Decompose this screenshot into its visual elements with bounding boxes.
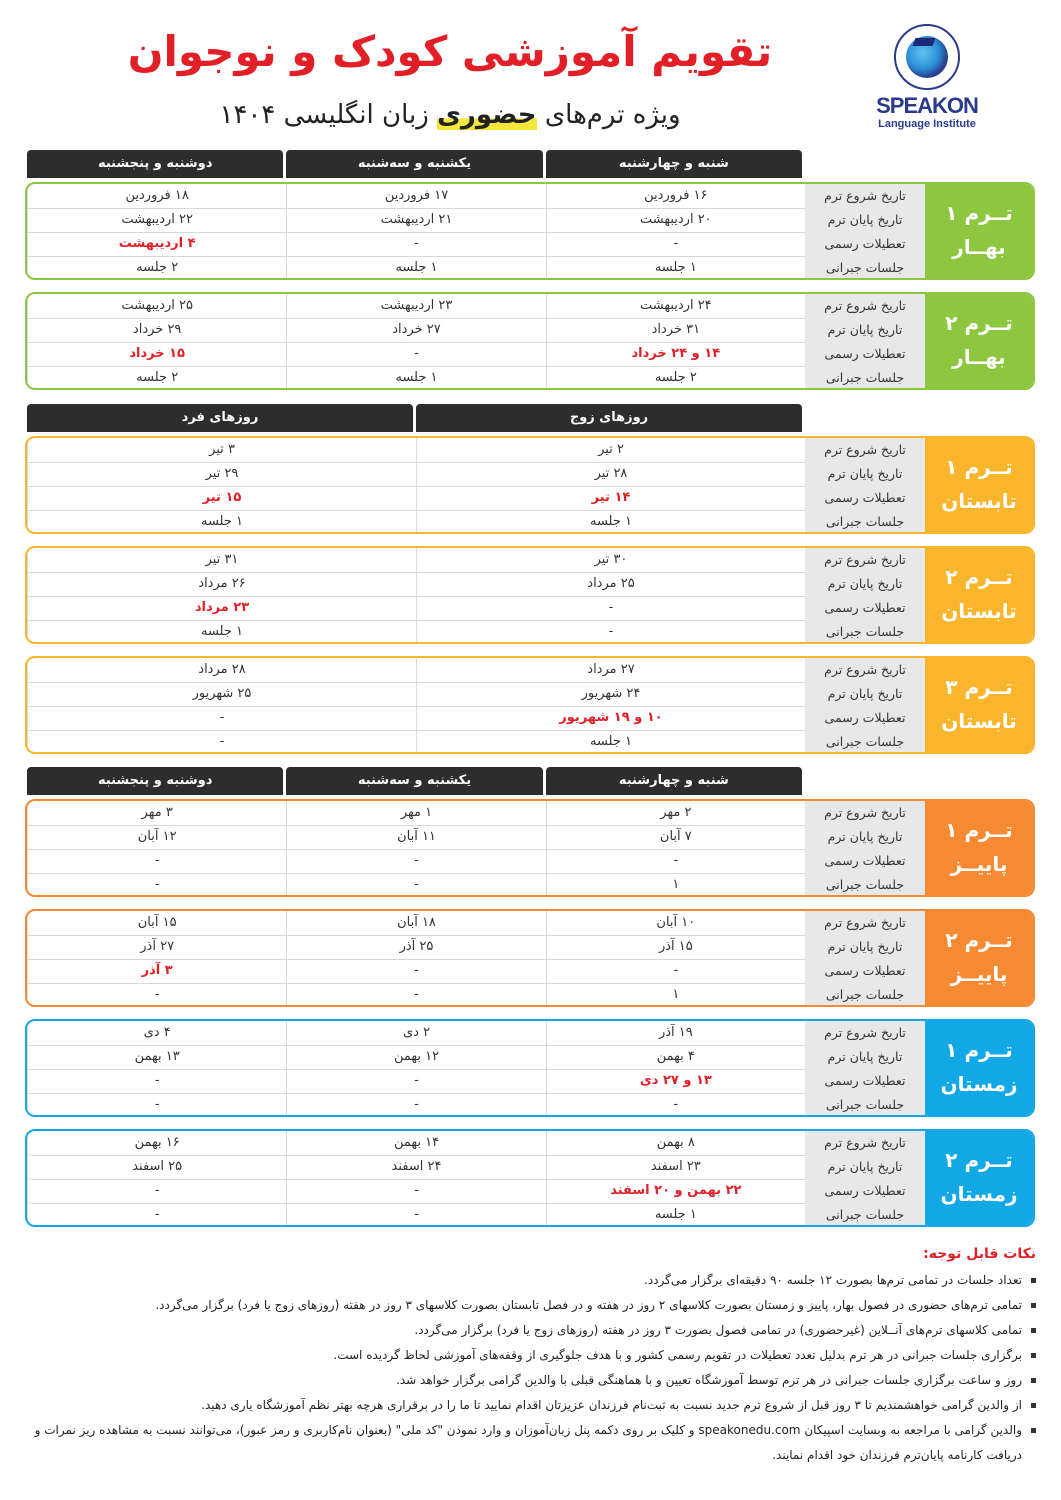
table-cell: ۲۹ تیر (27, 462, 416, 486)
term-block (25, 1019, 1035, 1117)
table-row (27, 256, 925, 280)
row-label: تعطیلات رسمی (805, 486, 925, 510)
table-cell: - (286, 232, 545, 256)
table-cell: ۲ دی (286, 1021, 545, 1045)
table-cell: - (27, 730, 416, 754)
note-text: برگزاری جلسات جبرانی در هر ترم بدلیل تعدد تعطیلات در تقویم رسمی کشور و با هدف جلوگیری از وقفه‌های آموزشی لحاظ گردیده است. (333, 1348, 1022, 1362)
row-label: تاریخ پایان ترم (805, 682, 925, 706)
row-label: تعطیلات رسمی (805, 596, 925, 620)
table-cell: ۲۷ مرداد (416, 658, 805, 682)
notes-section (30, 1244, 1036, 1468)
row-label: تاریخ پایان ترم (805, 935, 925, 959)
table-cell: ۳ آذر (27, 959, 286, 983)
note-item (30, 1418, 1036, 1468)
table-cell: ۲ جلسه (27, 366, 286, 390)
logo-subtitle: Language Institute (878, 118, 976, 130)
term-label (925, 1131, 1033, 1225)
table-cell: ۱ جلسه (546, 256, 805, 280)
term-label (925, 438, 1033, 532)
table-row (27, 730, 925, 754)
table-cell: - (286, 983, 545, 1007)
table-cell: ۲۷ خرداد (286, 318, 545, 342)
subtitle-suffix: زبان انگلیسی ۱۴۰۴ (219, 100, 429, 130)
note-text: تمامی ترم‌های حضوری در فصول بهار، پاییز و زمستان بصورت کلاسهای ۲ روز در هفته و در فصل تابستان بصورت کلاسهای ۳ روز در هفته (روزهای زوج یا فرد) برگزار می‌گردد. (155, 1298, 1022, 1312)
row-label: جلسات جبرانی (805, 366, 925, 390)
table-cell: ۲۵ آذر (286, 935, 545, 959)
column-header: روزهای زوج (416, 404, 802, 432)
table-cell: - (27, 849, 286, 873)
notes-title: نکات قابل توجه: (923, 1246, 1036, 1262)
column-header-row (25, 767, 805, 795)
table-cell: ۲ مهر (546, 801, 805, 825)
table-row (27, 682, 925, 707)
term-number: تــرم ۲ (945, 1148, 1013, 1172)
table-cell: ۱۲ آبان (27, 825, 286, 849)
table-cell: - (416, 596, 805, 620)
term-block (25, 1129, 1035, 1227)
table-cell: - (286, 1069, 545, 1093)
table-cell: - (27, 1179, 286, 1203)
table-cell: ۲۳ اردیبهشت (286, 294, 545, 318)
table-cell: ۱۳ بهمن (27, 1045, 286, 1069)
table-cell: ۲۴ اردیبهشت (546, 294, 805, 318)
table-cell: - (27, 873, 286, 897)
table-row (27, 232, 925, 257)
table-row (27, 935, 925, 960)
note-text: از والدین گرامی خواهشمندیم تا ۳ روز قبل از شروع ترم جدید نسبت به ثبت‌نام فرزندان عزیزتان اقدام نمایید تا ما را در برقراری هرچه بهتر نظم آموزشگاه یاری دهید. (201, 1398, 1022, 1412)
table-cell: ۲ جلسه (546, 366, 805, 390)
note-item (30, 1368, 1036, 1393)
note-item (30, 1393, 1036, 1418)
term-season: تابستان (941, 489, 1017, 513)
table-cell: - (286, 849, 545, 873)
subtitle-highlight: حضوری (437, 100, 537, 130)
row-label: تاریخ پایان ترم (805, 825, 925, 849)
row-label: تاریخ پایان ترم (805, 572, 925, 596)
table-cell: - (416, 620, 805, 644)
row-label: تاریخ شروع ترم (805, 801, 925, 825)
bullet-icon (1031, 1353, 1036, 1358)
table-cell: ۲۵ اردیبهشت (27, 294, 286, 318)
table-row (27, 873, 925, 897)
row-label: جلسات جبرانی (805, 620, 925, 644)
term-block (25, 909, 1035, 1007)
subtitle-prefix: ویژه ترم‌های (544, 100, 681, 130)
table-row (27, 184, 925, 209)
table-cell: - (546, 1093, 805, 1117)
table-row (27, 1093, 925, 1117)
row-label: تاریخ شروع ترم (805, 1131, 925, 1155)
table-cell: - (286, 1093, 545, 1117)
term-number: تــرم ۲ (945, 565, 1013, 589)
note-item (30, 1343, 1036, 1368)
table-cell: ۱۴ تیر (416, 486, 805, 510)
table-cell: ۲۴ شهریور (416, 682, 805, 706)
table-cell: ۲ تیر (416, 438, 805, 462)
table-cell: ۲۵ اسفند (27, 1155, 286, 1179)
table-cell: ۲۳ مرداد (27, 596, 416, 620)
table-row (27, 1179, 925, 1204)
term-label (925, 911, 1033, 1005)
table-cell: ۲۵ شهریور (27, 682, 416, 706)
table-cell: ۸ بهمن (546, 1131, 805, 1155)
table-row (27, 706, 925, 731)
logo-name: SPEAKON (876, 93, 978, 118)
table-row (27, 658, 925, 683)
table-cell: - (286, 342, 545, 366)
table-cell: ۲۳ اسفند (546, 1155, 805, 1179)
table-row (27, 596, 925, 621)
table-row (27, 510, 925, 534)
bullet-icon (1031, 1403, 1036, 1408)
table-row (27, 825, 925, 850)
table-row (27, 366, 925, 390)
table-cell: - (27, 1203, 286, 1227)
table-row (27, 1203, 925, 1227)
table-cell: ۱۰ آبان (546, 911, 805, 935)
term-season: پاییــز (950, 852, 1008, 876)
table-row (27, 959, 925, 984)
table-row (27, 1045, 925, 1070)
note-text: تعداد جلسات در تمامی ترم‌ها بصورت ۱۲ جلسه ۹۰ دقیقه‌ای برگزار می‌گردد. (644, 1273, 1022, 1287)
bullet-icon (1031, 1328, 1036, 1333)
note-item (30, 1318, 1036, 1343)
term-label (925, 658, 1033, 752)
row-label: تاریخ پایان ترم (805, 1045, 925, 1069)
term-number: تــرم ۱ (945, 818, 1013, 842)
table-cell: ۲۲ اردیبهشت (27, 208, 286, 232)
table-cell: - (546, 959, 805, 983)
row-label: تاریخ پایان ترم (805, 1155, 925, 1179)
note-item (30, 1268, 1036, 1293)
table-cell: ۲۵ مرداد (416, 572, 805, 596)
table-cell: ۲۰ اردیبهشت (546, 208, 805, 232)
term-season: زمستان (940, 1182, 1018, 1206)
table-row (27, 849, 925, 874)
table-row (27, 486, 925, 511)
row-label: جلسات جبرانی (805, 1093, 925, 1117)
table-row (27, 1131, 925, 1156)
bullet-icon (1031, 1378, 1036, 1383)
term-number: تــرم ۲ (945, 311, 1013, 335)
table-row (27, 318, 925, 343)
table-cell: ۲ جلسه (27, 256, 286, 280)
term-label (925, 184, 1033, 278)
speakon-logo (868, 24, 986, 136)
table-cell: - (286, 873, 545, 897)
term-block (25, 656, 1035, 754)
notes-list (30, 1268, 1036, 1468)
column-header: یکشنبه و سه‌شنبه (286, 767, 542, 795)
table-cell: - (286, 1179, 545, 1203)
table-cell: ۱۵ آبان (27, 911, 286, 935)
term-label (925, 294, 1033, 388)
row-label: تاریخ شروع ترم (805, 438, 925, 462)
table-row (27, 1155, 925, 1180)
table-cell: ۱ مهر (286, 801, 545, 825)
table-cell: ۱ جلسه (27, 620, 416, 644)
bullet-icon (1031, 1278, 1036, 1283)
row-label: تاریخ پایان ترم (805, 318, 925, 342)
table-cell: ۱ جلسه (27, 510, 416, 534)
row-label: تعطیلات رسمی (805, 232, 925, 256)
table-cell: ۱۱ آبان (286, 825, 545, 849)
term-number: تــرم ۱ (945, 201, 1013, 225)
column-header: دوشنبه و پنجشنبه (27, 150, 283, 178)
term-block (25, 292, 1035, 390)
note-item (30, 1293, 1036, 1318)
row-label: جلسات جبرانی (805, 510, 925, 534)
term-season: تابستان (941, 599, 1017, 623)
table-cell: ۳۱ خرداد (546, 318, 805, 342)
table-cell: ۴ دی (27, 1021, 286, 1045)
table-cell: ۱۲ بهمن (286, 1045, 545, 1069)
note-text: روز و ساعت برگزاری جلسات جبرانی در هر ترم توسط آموزشگاه تعیین و با هماهنگی قبلی با والدین گرامی برگزار خواهد شد. (396, 1373, 1022, 1387)
table-cell: ۱۳ و ۲۷ دی (546, 1069, 805, 1093)
term-number: تــرم ۳ (945, 675, 1013, 699)
term-season: بهــار (952, 345, 1006, 369)
term-number: تــرم ۱ (945, 1038, 1013, 1062)
table-cell: ۲۷ آذر (27, 935, 286, 959)
column-header: دوشنبه و پنجشنبه (27, 767, 283, 795)
table-row (27, 462, 925, 487)
table-cell: ۱ جلسه (416, 510, 805, 534)
term-season: زمستان (940, 1072, 1018, 1096)
term-label (925, 548, 1033, 642)
logo-emblem-icon (894, 24, 960, 90)
table-cell: ۲۸ مرداد (27, 658, 416, 682)
table-row (27, 911, 925, 936)
table-cell: ۴ اردیبهشت (27, 232, 286, 256)
term-label (925, 1021, 1033, 1115)
table-cell: - (27, 1093, 286, 1117)
row-label: تاریخ شروع ترم (805, 548, 925, 572)
row-label: تعطیلات رسمی (805, 342, 925, 366)
term-number: تــرم ۱ (945, 455, 1013, 479)
table-cell: ۳۰ تیر (416, 548, 805, 572)
table-row (27, 572, 925, 597)
table-cell: ۲۱ اردیبهشت (286, 208, 545, 232)
table-cell: ۱ جلسه (286, 256, 545, 280)
table-row (27, 1021, 925, 1046)
row-label: تعطیلات رسمی (805, 706, 925, 730)
table-cell: - (286, 1203, 545, 1227)
row-label: تعطیلات رسمی (805, 1179, 925, 1203)
table-cell: ۳۱ تیر (27, 548, 416, 572)
column-header: شنبه و چهارشنبه (546, 150, 802, 178)
page-subtitle (120, 95, 780, 135)
table-cell: - (546, 232, 805, 256)
table-cell: ۱۵ خرداد (27, 342, 286, 366)
term-season: پاییــز (950, 962, 1008, 986)
row-label: جلسات جبرانی (805, 730, 925, 754)
table-cell: ۲۸ تیر (416, 462, 805, 486)
column-header-row (25, 150, 805, 178)
note-text: والدین گرامی با مراجعه به وبسایت اسپیکان speakonedu.com و کلیک بر روی دکمه پنل زبان‌آموزان و وارد نمودن "کد ملی" (بعنوان نام‌کاربری و رمز عبور)، می‌توانند نسبت به مشاهده ریز نمرات و دریافت کارنامه پایان‌ترم فرزندان خود اقدام نمایند. (34, 1423, 1022, 1462)
table-cell: ۴ بهمن (546, 1045, 805, 1069)
table-row (27, 294, 925, 319)
table-cell: ۳ مهر (27, 801, 286, 825)
table-row (27, 548, 925, 573)
column-header: شنبه و چهارشنبه (546, 767, 802, 795)
row-label: جلسات جبرانی (805, 1203, 925, 1227)
term-label (925, 801, 1033, 895)
term-block (25, 182, 1035, 280)
table-cell: ۱ (546, 983, 805, 1007)
table-cell: ۷ آبان (546, 825, 805, 849)
table-cell: ۱۵ تیر (27, 486, 416, 510)
table-cell: ۱۸ آبان (286, 911, 545, 935)
row-label: تاریخ پایان ترم (805, 462, 925, 486)
table-row (27, 208, 925, 233)
row-label: تاریخ شروع ترم (805, 911, 925, 935)
row-label: تاریخ شروع ترم (805, 658, 925, 682)
table-cell: ۱۵ آذر (546, 935, 805, 959)
column-header: یکشنبه و سه‌شنبه (286, 150, 542, 178)
table-cell: - (286, 959, 545, 983)
row-label: تعطیلات رسمی (805, 849, 925, 873)
table-cell: - (27, 1069, 286, 1093)
table-cell: - (27, 983, 286, 1007)
table-cell: ۱ (546, 873, 805, 897)
graduation-cap-icon (913, 38, 936, 46)
table-cell: ۱۹ آذر (546, 1021, 805, 1045)
table-cell: ۱۴ بهمن (286, 1131, 545, 1155)
column-header: روزهای فرد (27, 404, 413, 432)
table-cell: ۱۸ فروردین (27, 184, 286, 208)
table-cell: ۱۴ و ۲۴ خرداد (546, 342, 805, 366)
table-row (27, 983, 925, 1007)
note-text: تمامی کلاسهای ترم‌های آنــلاین (غیرحضوری) در تمامی فصول بصورت ۳ روز در هفته (روزهای زوج یا فرد) برگزار می‌گردد. (414, 1323, 1022, 1337)
page-title: تقویم آموزشی کودک و نوجوان (127, 27, 773, 76)
table-row (27, 438, 925, 463)
row-label: تاریخ پایان ترم (805, 208, 925, 232)
table-row (27, 342, 925, 367)
term-number: تــرم ۲ (945, 928, 1013, 952)
term-season: بهــار (952, 235, 1006, 259)
table-cell: ۱ جلسه (546, 1203, 805, 1227)
table-cell: ۲۲ بهمن و ۲۰ اسفند (546, 1179, 805, 1203)
table-cell: ۱۷ فروردین (286, 184, 545, 208)
table-cell: ۲۹ خرداد (27, 318, 286, 342)
table-cell: - (27, 706, 416, 730)
table-row (27, 801, 925, 826)
column-header-row (25, 404, 805, 432)
table-row (27, 1069, 925, 1094)
row-label: تاریخ شروع ترم (805, 294, 925, 318)
term-block (25, 546, 1035, 644)
table-cell: ۱۶ بهمن (27, 1131, 286, 1155)
row-label: جلسات جبرانی (805, 983, 925, 1007)
row-label: تاریخ شروع ترم (805, 1021, 925, 1045)
row-label: تعطیلات رسمی (805, 1069, 925, 1093)
table-cell: ۱ جلسه (416, 730, 805, 754)
term-block (25, 436, 1035, 534)
row-label: جلسات جبرانی (805, 256, 925, 280)
row-label: تاریخ شروع ترم (805, 184, 925, 208)
table-cell: - (546, 849, 805, 873)
table-cell: ۱۶ فروردین (546, 184, 805, 208)
table-cell: ۳ تیر (27, 438, 416, 462)
table-cell: ۱ جلسه (286, 366, 545, 390)
bullet-icon (1031, 1428, 1036, 1433)
table-cell: ۲۴ اسفند (286, 1155, 545, 1179)
table-cell: ۲۶ مرداد (27, 572, 416, 596)
term-block (25, 799, 1035, 897)
row-label: تعطیلات رسمی (805, 959, 925, 983)
term-season: تابستان (941, 709, 1017, 733)
bullet-icon (1031, 1303, 1036, 1308)
table-row (27, 620, 925, 644)
table-cell: ۱۰ و ۱۹ شهریور (416, 706, 805, 730)
row-label: جلسات جبرانی (805, 873, 925, 897)
